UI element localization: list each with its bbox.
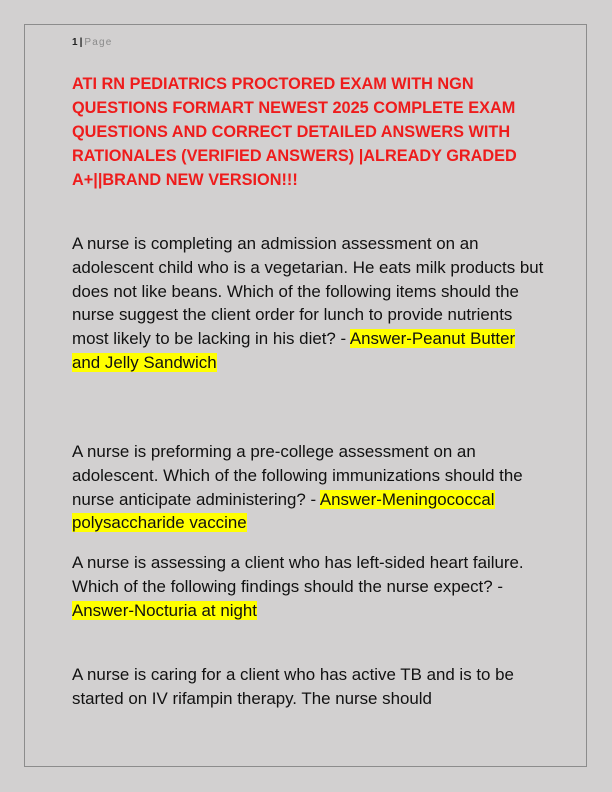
answer-highlight: Answer-Nocturia at night bbox=[72, 600, 257, 620]
question-text: A nurse is assessing a client who has left-sided heart failure. Which of the following findings should the nurse expect? - bbox=[72, 553, 524, 596]
document-title: ATI RN PEDIATRICS PROCTORED EXAM WITH NGN QUESTIONS FORMART NEWEST 2025 COMPLETE EXAM QUESTIONS AND CORRECT DETAILED ANSWERS WITH RATIONALES (VERIFIED ANSWERS) |ALREADY GRADED A+||BRAND NEW VERSION!!! bbox=[72, 75, 517, 189]
page-number-separator: | bbox=[79, 37, 83, 48]
question-block bbox=[72, 551, 544, 622]
question-text: A nurse is preforming a pre-college assessment on an adolescent. Which of the following immunizations should the nurse anticipate administering? - bbox=[72, 442, 523, 509]
answer-highlight: Answer-Meningococcal polysaccharide vaccine bbox=[72, 489, 495, 533]
page-number bbox=[72, 37, 113, 49]
question-text: A nurse is completing an admission assessment on an adolescent child who is a vegetarian. He eats milk products but does not like beans. Which of the following items should the nurse suggest the client order for lunch to provide nutrients most likely to be lacking in his diet? - bbox=[72, 234, 544, 349]
question-block bbox=[72, 232, 544, 375]
answer-highlight: Answer-Peanut Butter and Jelly Sandwich bbox=[72, 329, 516, 372]
question-block bbox=[72, 663, 544, 711]
page-number-value: 1 bbox=[72, 37, 78, 48]
question-text: A nurse is caring for a client who has active TB and is to be started on IV rifampin therapy. The nurse should bbox=[72, 665, 514, 708]
page-number-label: Page bbox=[84, 37, 113, 48]
question-block bbox=[72, 440, 544, 535]
